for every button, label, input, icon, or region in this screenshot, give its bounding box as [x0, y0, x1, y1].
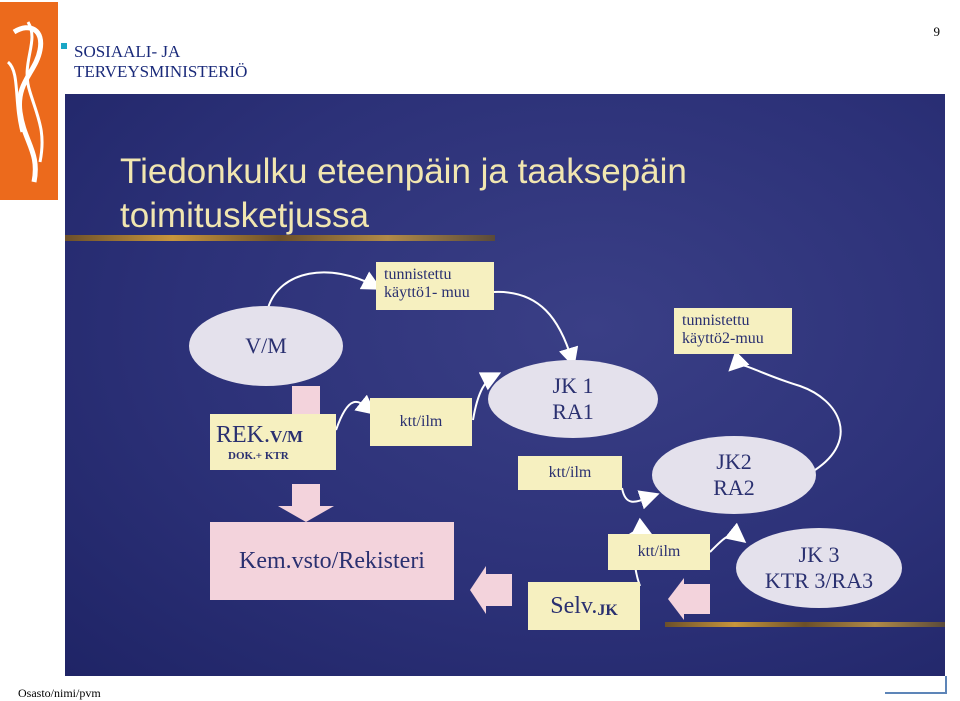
page-number: 9 — [933, 24, 940, 39]
jk3-line-1: JK 3 — [798, 542, 840, 567]
curve-ktt3-to-jk3 — [710, 535, 740, 552]
footer-text: Osasto/nimi/pvm — [18, 686, 101, 700]
title-line-1: Tiedonkulku eteenpäin ja taaksepäin — [120, 152, 687, 191]
node-rek-dok: DOK.+ KTR — [228, 450, 289, 462]
block-arrow-left-1 — [470, 566, 512, 614]
ktt3-label: ktt/ilm — [637, 543, 681, 560]
curve-vm-to-note1 — [268, 272, 375, 308]
ministry-line-1: SOSIAALI- JA — [74, 42, 181, 61]
node-ktt-2 — [518, 456, 622, 490]
node-jk2 — [652, 436, 816, 514]
ktt2-label: ktt/ilm — [548, 464, 592, 481]
block-arrow-left-2 — [668, 578, 710, 620]
node-jk3 — [736, 528, 902, 608]
curve-rek-to-ktt1 — [336, 402, 370, 430]
node-note-kaytto1 — [376, 262, 494, 310]
note2-line-2: käyttö2-muu — [682, 330, 764, 347]
selv-main: Selv. — [550, 592, 598, 619]
node-ktt-3 — [608, 534, 710, 570]
curve-ktt2-to-jk2 — [622, 488, 652, 502]
node-rek-sub: V/M — [270, 427, 304, 446]
jk2-line-2: RA2 — [713, 475, 755, 500]
title-line-2: toimitusketjussa — [120, 196, 369, 235]
node-rek — [210, 414, 336, 470]
note2-line-1: tunnistettu — [682, 312, 750, 329]
selv-sub: JK — [597, 602, 618, 619]
jk3-line-2: KTR 3/RA3 — [764, 568, 874, 593]
node-ktt-1 — [370, 398, 472, 446]
node-vm — [189, 306, 343, 386]
jk1-line-2: RA1 — [552, 399, 594, 424]
jk1-line-1: JK 1 — [552, 373, 594, 398]
ministry-line-2: TERVEYSMINISTERIÖ — [74, 62, 248, 81]
node-jk1 — [488, 360, 658, 438]
kem-label: Kem.vsto/Rekisteri — [239, 547, 425, 574]
node-vm-label: V/M — [245, 333, 287, 358]
jk2-line-1: JK2 — [716, 449, 752, 474]
curve-note1-to-jk1 — [494, 292, 572, 360]
node-note-kaytto2 — [674, 308, 792, 354]
note1-line-2: käyttö1- muu — [384, 284, 470, 301]
node-kem-rekisteri — [210, 522, 454, 600]
node-selv — [528, 582, 640, 630]
block-arrow-down-2 — [278, 484, 334, 522]
ktt1-label: ktt/ilm — [399, 413, 443, 430]
note1-line-1: tunnistettu — [384, 266, 452, 283]
node-rek-main: REK. — [216, 422, 270, 448]
